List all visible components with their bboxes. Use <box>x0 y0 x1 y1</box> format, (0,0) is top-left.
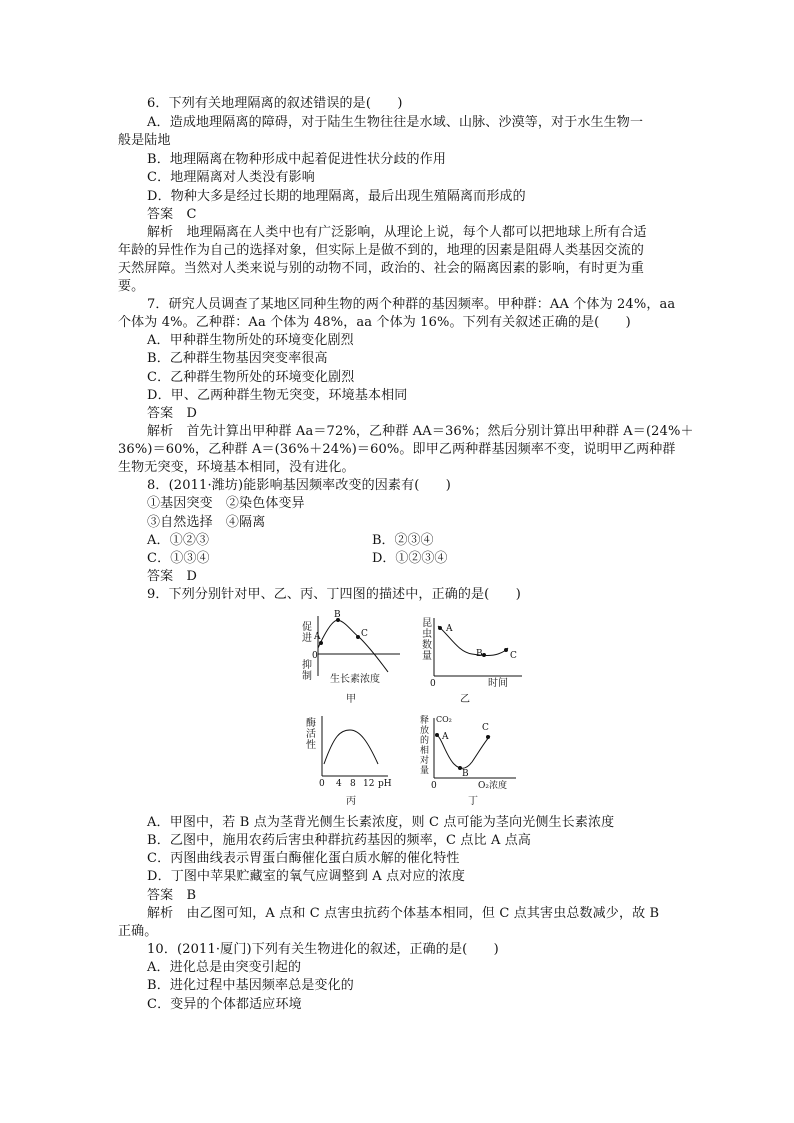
co2-label: CO₂ <box>436 715 452 724</box>
q6-explanation-4: 要。 <box>118 279 145 294</box>
q8-items-1: ①基因突变 ②染色体变异 <box>147 496 305 511</box>
q7-option-c: C．乙种群生物所处的环境变化剧烈 <box>147 370 355 385</box>
x-axis-label: 生长素浓度 <box>330 674 380 685</box>
label-c: C <box>482 723 489 733</box>
zero-label: 0 <box>431 781 437 791</box>
q7-option-d: D．甲、乙两种群生物无突变，环境基本相同 <box>147 388 408 403</box>
figure-bing <box>300 712 400 810</box>
label-b: B <box>462 769 469 779</box>
q7-explanation: 解析 首先计算出甲种群 Aa＝72%，乙种群 AA＝36%；然后分别计算出甲种群 A＝(24%＋ <box>147 424 694 439</box>
q9-explanation-2: 正确。 <box>118 924 158 939</box>
q6-option-b: B．地理隔离在物种形成中起着促进性状分歧的作用 <box>147 152 447 167</box>
q9-option-a: A．甲图中，若 B 点为茎背光侧生长素浓度，则 C 点可能为茎向光侧生长素浓度 <box>147 815 615 830</box>
q8-option-c: C．①③④ <box>147 551 210 566</box>
q9-stem: 9．下列分别针对甲、乙、丙、丁四图的描述中，正确的是( ) <box>147 587 521 602</box>
q8-items-2: ③自然选择 ④隔离 <box>147 515 266 530</box>
q6-answer: 答案 C <box>147 207 197 222</box>
q8-answer: 答案 D <box>147 569 198 584</box>
caption: 丙 <box>346 796 356 807</box>
x-axis-unit: pH <box>378 779 392 789</box>
tick-8: 8 <box>350 779 356 789</box>
figure-ding <box>420 712 530 810</box>
point-c <box>504 648 508 652</box>
q6-explanation-2: 年龄的异性作为自己的选择对象，但实际上是做不到的，地理的因素是阻碍人类基因交流的 <box>118 243 645 258</box>
q9-option-b: B．乙图中，施用农药后害虫种群抗药基因的频率，C 点比 A 点高 <box>147 833 532 848</box>
q10-option-c: C．变异的个体都适应环境 <box>147 997 302 1012</box>
caption: 丁 <box>468 796 478 807</box>
caption: 甲 <box>346 694 356 705</box>
label-b: B <box>476 649 483 659</box>
q7-explanation-3: 生物无突变，环境基本相同，没有进化。 <box>118 460 355 475</box>
q7-explanation-2: 36%)＝60%，乙种群 A＝(36%＋24%)＝60%。即甲乙两种群基因频率不变，说明甲乙两种群 <box>118 442 676 457</box>
q6-option-d: D．物种大多是经过长期的地理隔离，最后出现生殖隔离而形成的 <box>147 189 526 204</box>
q8-stem: 8．(2011·潍坊)能影响基因频率改变的因素有( ) <box>147 478 451 493</box>
point-c <box>486 735 490 739</box>
label-a: A <box>314 632 321 642</box>
x-axis-label: 时间 <box>488 678 508 689</box>
q10-stem: 10．(2011·厦门)下列有关生物进化的叙述，正确的是( ) <box>147 942 499 957</box>
q7-option-b: B．乙种群生物基因突变率很高 <box>147 351 328 366</box>
y-axis-label: 昆虫数量 <box>422 618 432 662</box>
tick-12: 12 <box>363 779 375 789</box>
q8-option-a: A．①②③ <box>147 533 210 548</box>
tick-4: 4 <box>336 779 342 789</box>
zero-label: 0 <box>430 679 436 689</box>
label-a: A <box>446 624 453 634</box>
q10-option-b: B．进化过程中基因频率总是变化的 <box>147 978 354 993</box>
q8-option-d: D．①②③④ <box>372 551 448 566</box>
q9-explanation: 解析 由乙图可知，A 点和 C 点害虫抗药个体基本相同，但 C 点其害虫总数减少，故 B <box>147 906 660 921</box>
zero-label: 0 <box>312 651 318 661</box>
q6-option-a: A．造成地理隔离的障碍，对于陆生生物往往是水域、山脉、沙漠等，对于水生生物一 <box>147 115 644 130</box>
figure-yi-graph <box>418 608 528 708</box>
q6-stem: 6．下列有关地理隔离的叙述错误的是( ) <box>147 96 403 111</box>
point-c <box>356 635 360 639</box>
label-a: A <box>442 732 449 742</box>
x-axis-label: O₂浓度 <box>478 781 507 791</box>
figure-jia <box>290 608 410 708</box>
q7-option-a: A．甲种群生物所处的环境变化剧烈 <box>147 333 354 348</box>
q8-option-b: B．②③④ <box>372 533 434 548</box>
y-axis-label-promote: 促进 <box>302 622 312 644</box>
tick-0: 0 <box>319 779 325 789</box>
y-axis-label-inhibit: 抑制 <box>302 660 312 682</box>
q9-answer: 答案 B <box>147 888 197 903</box>
y-axis-label: 酶活性 <box>306 718 316 751</box>
q9-option-d: D．丁图中苹果贮藏室的氧气应调整到 A 点对应的浓度 <box>147 869 465 884</box>
figure-yi <box>418 608 528 708</box>
q6-option-a-cont: 般是陆地 <box>118 133 171 148</box>
point-a <box>435 733 439 737</box>
q7-stem-2: 个体为 4%。乙种群：Aa 个体为 48%，aa 个体为 16%。下列有关叙述正确的是( ) <box>118 315 631 330</box>
label-c: C <box>510 651 517 661</box>
q7-stem: 7．研究人员调查了某地区同种生物的两个种群的基因频率。甲种群：AA 个体为 24%，aa <box>147 297 676 312</box>
q9-option-c: C．丙图曲线表示胃蛋白酶催化蛋白质水解的催化特性 <box>147 851 460 866</box>
label-c: C <box>361 629 368 639</box>
q6-explanation-3: 天然屏障。当然对人类来说与别的动物不同，政治的、社会的隔离因素的影响，有时更为重 <box>118 261 645 276</box>
q6-explanation: 解析 地理隔离在人类中也有广泛影响，从理论上说，每个人都可以把地球上所有合适 <box>147 225 647 240</box>
label-b: B <box>334 610 341 620</box>
point-a <box>438 626 442 630</box>
caption: 乙 <box>460 694 470 705</box>
q7-answer: 答案 D <box>147 406 198 421</box>
figure-ding-graph <box>420 712 530 810</box>
q6-option-c: C．地理隔离对人类没有影响 <box>147 170 315 185</box>
q10-option-a: A．进化总是由突变引起的 <box>147 960 302 975</box>
y-axis-label: 释放的相对量 <box>420 716 430 776</box>
